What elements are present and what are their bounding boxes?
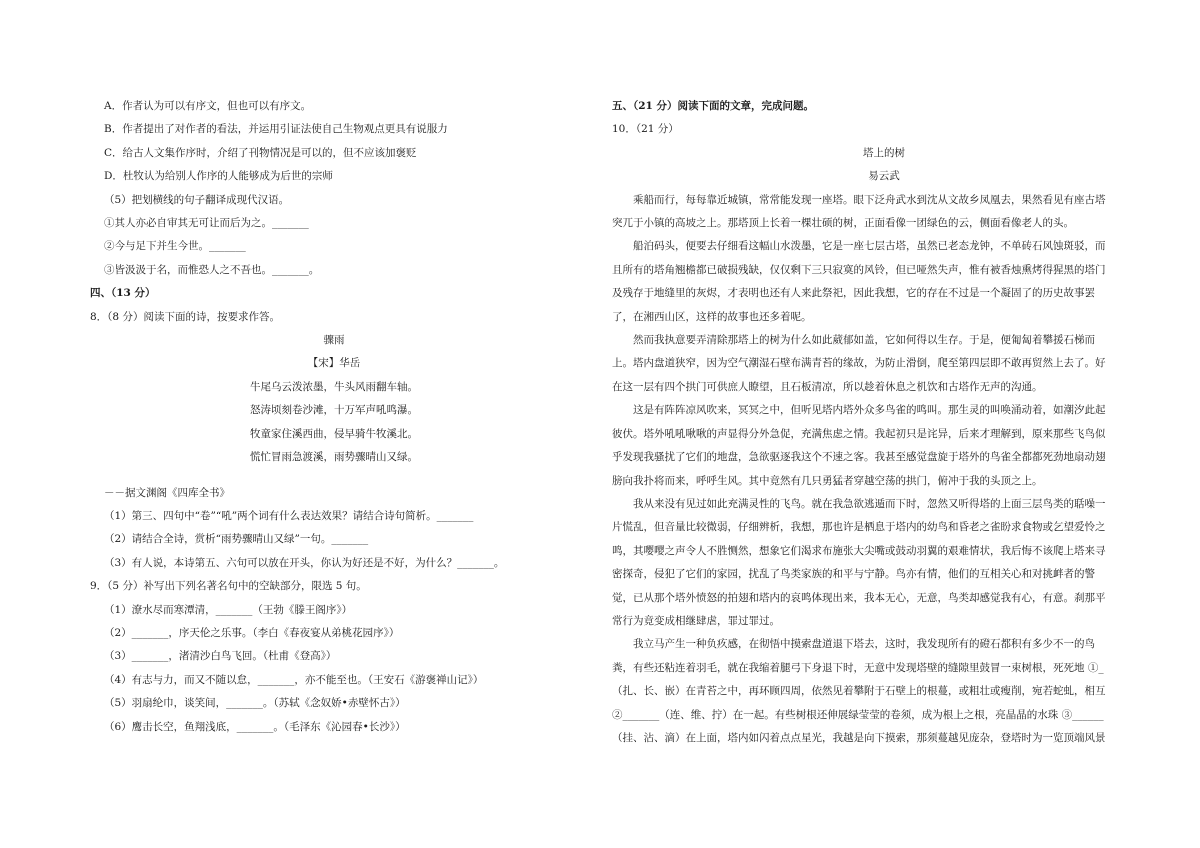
q9-item-2: （2）_______，序天伦之乐事。（李白《春夜宴从弟桃花园序》） bbox=[104, 626, 400, 639]
article-line: 船泊码头，便要去仔细看这幅山水泼墨，它是一座七层古塔，虽然已老态龙钟，不单砖石风蚀斑驳，而 bbox=[633, 240, 1106, 253]
q8-item-1: （1）第三、四句中“卷”“吼”两个词有什么表达效果？请结合诗句简析。_______ bbox=[104, 509, 474, 522]
section-4-heading: 四、（13 分） bbox=[90, 287, 156, 300]
article-line: 常行为竟变成相继肆虐，罪过罪过。 bbox=[612, 614, 780, 627]
poem-line-2: 怒涛顷刻卷沙滩，十万军声吼鸣瀑。 bbox=[250, 404, 418, 417]
right-column bbox=[612, 95, 1156, 750]
q5-item-3: ③皆汲汲于名，而惟恐人之不吾也。_______。 bbox=[104, 263, 320, 276]
q9-item-5: （5）羽扇纶巾，谈笑间，_______。（苏轼《念奴娇•赤壁怀古》） bbox=[104, 697, 406, 710]
article-line: 觉，已从那个塔外愤怒的拍翅和塔内的哀鸣体现出来，我本无心，无意，鸟类却感觉我有心，有意。刹那平 bbox=[612, 591, 1106, 604]
article-paragraph bbox=[612, 493, 1156, 633]
article-line: 及残存于地缝里的灰烬，才表明也还有人来此祭祀，因此我想，它的存在不过是一个凝固了的历史故事罢 bbox=[612, 287, 1095, 300]
article-line: ②_______（连、维、拧）在一起。有些树根还伸展绿莹莹的卷须，成为根上之根，亮晶晶的水珠 ③______ bbox=[612, 708, 1104, 721]
article-author: 易云武 bbox=[868, 170, 900, 183]
article-line: 且所有的塔角翘檐都已破损残缺，仅仅剩下三只寂寞的风铃，但已哑然失声，惟有被香烛熏烤得猩黑的塔门 bbox=[612, 263, 1106, 276]
poem-line-4: 慌忙冒雨急渡溪，雨势骤晴山又绿。 bbox=[250, 451, 418, 464]
article-line: （挂、沾、滴）在上面，塔内如闪着点点星光，我越是向下摸索，那须蔓越见庞杂，登塔时为一览顶端风景 bbox=[612, 731, 1106, 744]
article-paragraph bbox=[612, 329, 1156, 399]
q8-title: 8．（8 分）阅读下面的诗，按要求作答。 bbox=[90, 310, 280, 323]
option-c: C．给古人文集作序时，介绍了刊物情况是可以的，但不应该加褒贬 bbox=[104, 146, 417, 159]
q8-item-2: （2）请结合全诗，赏析“雨势骤晴山又绿”一句。_______ bbox=[104, 533, 369, 546]
q9-item-3: （3）_______，渚清沙白鸟飞回。（杜甫《登高》） bbox=[104, 650, 337, 663]
article-paragraph bbox=[612, 633, 1156, 750]
article-line: 膀向我扑将而来，呼呼生风。其中竟然有几只勇猛者穿越空荡的拱门，俯冲于我的头顶之上。 bbox=[612, 474, 1043, 487]
poem-title: 骤雨 bbox=[323, 334, 345, 347]
article-line: 乎发现我骚扰了它们的地盘，急欲驱逐我这个不速之客。我甚至感觉盘旋于塔外的鸟雀全都都死劲地扇动翅 bbox=[612, 451, 1106, 464]
poem-line-1: 牛尾乌云泼浓墨，牛头风雨翻车轴。 bbox=[250, 380, 418, 393]
poem-source: －－据文渊阁《四库全书》 bbox=[104, 486, 230, 499]
left-column bbox=[90, 95, 578, 739]
article-line: 乘船而行，每每靠近城镇，常常能发现一座塔。眼下泛舟武水到沈从文故乡凤凰去，果然看见有座古塔 bbox=[633, 193, 1106, 206]
q5-item-2: ②今与足下并生今世。_______ bbox=[104, 240, 246, 253]
article-line: 上。塔内盘道狭窄，因为空气潮湿石壁布满青苔的缘故，为防止滑倒，爬至第四层即不敢再贸然上去了。好 bbox=[612, 357, 1106, 370]
article-line: 了，在湘西山区，这样的故事也还多着呢。 bbox=[612, 310, 812, 323]
q9-item-1: （1）潦水尽而寒潭清，_______（王勃《滕王阁序》） bbox=[104, 603, 353, 616]
article-line: 密探奇，侵犯了它们的家园，扰乱了鸟类家族的和平与宁静。鸟亦有情，他们的互相关心和对挑衅者的警 bbox=[612, 568, 1095, 581]
q9-item-4: （4）有志与力，而又不随以怠，_______，亦不能至也。（王安石《游褒禅山记》） bbox=[104, 673, 484, 686]
article-line: 我立马产生一种负疚感，在彻悟中摸索盘道退下塔去，这时，我发现所有的磴石都积有多少不一的鸟 bbox=[633, 638, 1095, 651]
article-line: 我从来没有见过如此充满灵性的飞鸟。就在我急欲逃遁而下时，忽然又听得塔的上面三层鸟类的聒噪一 bbox=[633, 497, 1106, 510]
article-title: 塔上的树 bbox=[863, 146, 905, 159]
article-line: 鸣，其嘤嘤之声令人不胜恻然，想象它们渴求布施张大尖嘴或鼓动羽翼的艰难情状，我后悔不该爬上塔来寻 bbox=[612, 544, 1106, 557]
article-line: 片慌乱，但音量比较微弱，仔细辨析，我想，那也许是栖息于塔内的幼鸟和昏老之雀盼求食物或乞望爱怜之 bbox=[612, 521, 1106, 534]
option-a: A．作者认为可以有序文，但也可以有序文。 bbox=[104, 100, 312, 112]
q9-item-6: （6）鹰击长空，鱼翔浅底，_______。（毛泽东《沁园春•长沙》） bbox=[104, 720, 406, 733]
poem-line-3: 牧童家住溪西曲，侵早骑牛牧溪北。 bbox=[250, 427, 418, 440]
article-paragraph bbox=[612, 189, 1156, 236]
poem-author: 【宋】华岳 bbox=[307, 357, 361, 370]
option-b: B．作者提出了对作者的看法，并运用引证法使自己生物观点更具有说服力 bbox=[104, 123, 448, 136]
q8-item-3: （3）有人说，本诗第五、六句可以放在开头，你认为好还是不好，为什么？_______。 bbox=[104, 556, 505, 569]
q5-item-1: ①其人亦必自审其无可让而后为之。_______ bbox=[104, 217, 309, 230]
q10-title: 10．（21 分） bbox=[612, 123, 679, 136]
article-line: （扎、长、嵌）在青苔之中，再环顾四周，依然见着攀附于石壁上的根蔓，或粗壮或瘦削，宛若蛇虬，相互 bbox=[612, 685, 1106, 698]
article-line: 在这一层有四个拱门可供庶人瞭望，且石板清凉，所以趁着休息之机饮和古塔作无声的沟通。 bbox=[612, 380, 1043, 393]
q5-title: （5）把划横线的句子翻译成现代汉语。 bbox=[104, 193, 290, 206]
option-d: D．杜牧认为给别人作序的人能够成为后世的宗师 bbox=[104, 170, 333, 183]
article-paragraph bbox=[612, 235, 1156, 329]
article-line: 粪，有些还粘连着羽毛，就在我缩着腿弓下身退下时，无意中发现塔壁的缝隙里鼓冒一束树根，死死地 ①_ bbox=[612, 661, 1104, 674]
article-line: 然而我执意要弄清除那塔上的树为什么如此葳郁如盖，它如何得以生存。于是，便匍匐着攀援石梯而 bbox=[633, 334, 1095, 347]
article-line: 彼伏。塔外吼吼啾啾的声显得分外急促，充满焦虑之情。我起初只是诧异，后来才理解到，原来那些飞鸟似 bbox=[612, 427, 1106, 440]
article-line: 这是有阵阵凉风吹来，冥冥之中，但听见塔内塔外众多鸟雀的鸣叫。那生灵的叫唤涌动着，如潮汐此起 bbox=[633, 404, 1106, 417]
section-5-heading: 五、（21 分）阅读下面的文章，完成问题。 bbox=[612, 100, 815, 112]
q9-title: 9．（5 分）补写出下列名著名句中的空缺部分，限选 5 句。 bbox=[90, 580, 367, 593]
article-paragraph bbox=[612, 399, 1156, 493]
article-body bbox=[612, 189, 1156, 751]
article-line: 突兀于小镇的高坡之上。那塔顶上长着一棵壮硕的树，正面看像一团绿色的云，侧面看像老人的头。 bbox=[612, 217, 1074, 230]
